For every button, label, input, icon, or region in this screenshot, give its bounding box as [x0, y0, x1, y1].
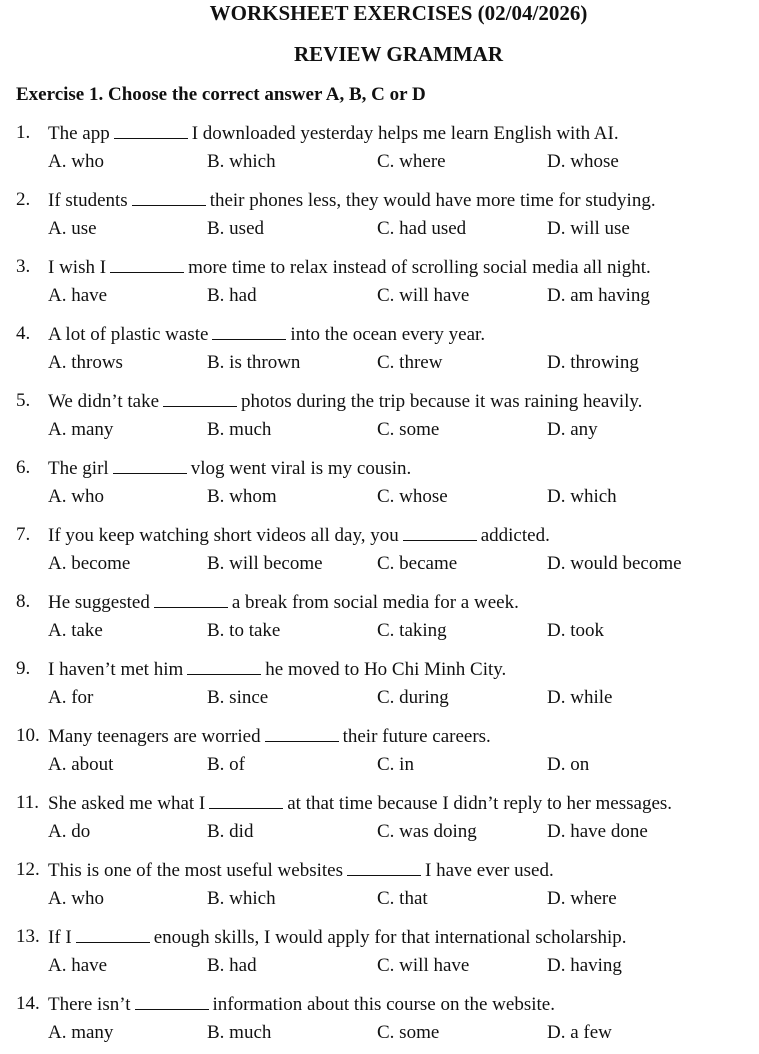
question-number: 2. [16, 189, 31, 210]
question-number: 6. [16, 457, 31, 478]
question-text [48, 121, 619, 146]
option-d: D. whose [547, 151, 619, 172]
question-text [48, 724, 491, 749]
option-a: A. who [48, 151, 104, 172]
option-d: D. where [547, 888, 617, 909]
answer-blank [132, 188, 206, 206]
option-d: D. a few [547, 1022, 612, 1043]
question-text-before-blank: Many teenagers are worried [48, 726, 261, 747]
option-d: D. would become [547, 553, 682, 574]
option-b: B. much [207, 1022, 272, 1043]
option-b: B. which [207, 888, 276, 909]
option-c: C. had used [377, 218, 467, 239]
question-item [0, 255, 759, 317]
option-d: D. am having [547, 285, 650, 306]
option-a: A. have [48, 285, 108, 306]
option-b: B. to take [207, 620, 281, 641]
option-a: A. about [48, 754, 114, 775]
question-text-after-blank: a break from social media for a week. [231, 592, 519, 613]
question-text-after-blank: I have ever used. [425, 860, 554, 881]
question-text [48, 523, 550, 548]
question-text-before-blank: He suggested [48, 592, 150, 613]
question-item [0, 925, 759, 987]
question-number: 8. [16, 591, 31, 612]
question-number: 13. [16, 926, 40, 947]
question-number: 10. [16, 725, 40, 746]
question-text-before-blank: This is one of the most useful websites [48, 860, 343, 881]
question-item [0, 523, 759, 585]
option-b: B. will become [207, 553, 323, 574]
option-b: B. had [207, 955, 257, 976]
option-b: B. much [207, 419, 272, 440]
answer-blank [403, 523, 477, 541]
question-text-after-blank: photos during the trip because it was raining heavily. [241, 391, 643, 412]
option-d: D. while [547, 687, 613, 708]
option-c: C. where [377, 151, 446, 172]
option-b: B. had [207, 285, 257, 306]
option-d: D. having [547, 955, 622, 976]
question-text [48, 590, 519, 615]
question-text-before-blank: I haven’t met him [48, 659, 184, 680]
option-a: A. become [48, 553, 131, 574]
question-number: 12. [16, 859, 40, 880]
question-text-before-blank: There isn’t [48, 994, 131, 1015]
option-c: C. that [377, 888, 428, 909]
question-text [48, 322, 485, 347]
option-b: B. used [207, 218, 264, 239]
option-a: A. many [48, 419, 114, 440]
question-text-before-blank: I wish I [48, 257, 107, 278]
answer-blank [113, 456, 187, 474]
option-a: A. who [48, 486, 104, 507]
answer-blank [114, 121, 188, 139]
question-text-before-blank: The girl [48, 458, 109, 479]
question-item [0, 188, 759, 250]
question-text-before-blank: If students [48, 190, 128, 211]
option-d: D. will use [547, 218, 630, 239]
answer-blank [110, 255, 184, 273]
option-a: A. take [48, 620, 103, 641]
question-number: 4. [16, 323, 31, 344]
question-item [0, 590, 759, 652]
option-a: A. throws [48, 352, 123, 373]
question-text [48, 925, 627, 950]
option-b: B. since [207, 687, 269, 708]
option-a: A. have [48, 955, 108, 976]
option-a: A. do [48, 821, 91, 842]
option-b: B. did [207, 821, 254, 842]
answer-blank [347, 858, 421, 876]
question-text-after-blank: at that time because I didn’t reply to her messages. [287, 793, 673, 814]
option-b: B. is thrown [207, 352, 301, 373]
answer-blank [163, 389, 237, 407]
question-item [0, 724, 759, 786]
question-text-before-blank: If you keep watching short videos all day, you [48, 525, 399, 546]
option-c: C. became [377, 553, 458, 574]
question-text [48, 992, 555, 1017]
question-text-after-blank: enough skills, I would apply for that international scholarship. [153, 927, 627, 948]
question-text [48, 657, 506, 682]
option-c: C. was doing [377, 821, 477, 842]
answer-blank [135, 992, 209, 1010]
question-item [0, 791, 759, 853]
answer-blank [265, 724, 339, 742]
question-text-after-blank: he moved to Ho Chi Minh City. [265, 659, 507, 680]
option-c: C. some [377, 1022, 440, 1043]
question-item [0, 858, 759, 920]
question-item [0, 121, 759, 183]
option-c: C. threw [377, 352, 443, 373]
option-a: A. use [48, 218, 97, 239]
question-text [48, 188, 656, 213]
option-c: C. will have [377, 955, 470, 976]
question-text-before-blank: If I [48, 927, 72, 948]
question-text-before-blank: She asked me what I [48, 793, 206, 814]
question-number: 1. [16, 122, 31, 143]
option-d: D. took [547, 620, 604, 641]
option-c: C. taking [377, 620, 447, 641]
question-number: 11. [16, 792, 40, 813]
option-d: D. any [547, 419, 598, 440]
option-b: B. which [207, 151, 276, 172]
option-a: A. who [48, 888, 104, 909]
worksheet-subtitle: REVIEW GRAMMAR [293, 42, 504, 66]
question-text-after-blank: into the ocean every year. [290, 324, 486, 345]
answer-blank [154, 590, 228, 608]
question-number: 14. [16, 993, 40, 1014]
question-text-after-blank: vlog went viral is my cousin. [190, 458, 412, 479]
option-c: C. whose [377, 486, 448, 507]
question-text [48, 255, 651, 280]
exercise-heading: Exercise 1. Choose the correct answer A, B, C or D [16, 84, 426, 105]
question-text [48, 858, 554, 883]
option-d: D. on [547, 754, 590, 775]
question-item [0, 657, 759, 719]
option-a: A. many [48, 1022, 114, 1043]
question-number: 3. [16, 256, 31, 277]
question-text [48, 456, 411, 481]
answer-blank [212, 322, 286, 340]
question-item [0, 456, 759, 518]
option-b: B. of [207, 754, 245, 775]
option-a: A. for [48, 687, 94, 708]
option-c: C. during [377, 687, 449, 708]
question-text-after-blank: their phones less, they would have more time for studying. [209, 190, 656, 211]
question-text-after-blank: information about this course on the website. [212, 994, 555, 1015]
question-text-before-blank: We didn’t take [48, 391, 160, 412]
question-text-before-blank: The app [48, 123, 110, 144]
option-d: D. throwing [547, 352, 639, 373]
option-d: D. which [547, 486, 617, 507]
question-text [48, 389, 642, 414]
question-number: 7. [16, 524, 31, 545]
option-b: B. whom [207, 486, 277, 507]
question-number: 9. [16, 658, 31, 679]
question-text-after-blank: I downloaded yesterday helps me learn English with AI. [191, 123, 619, 144]
answer-blank [209, 791, 283, 809]
question-text-after-blank: their future careers. [342, 726, 491, 747]
answer-blank [76, 925, 150, 943]
question-item [0, 992, 759, 1054]
option-d: D. have done [547, 821, 648, 842]
option-c: C. will have [377, 285, 470, 306]
answer-blank [187, 657, 261, 675]
question-item [0, 322, 759, 384]
question-number: 5. [16, 390, 31, 411]
question-text [48, 791, 672, 816]
question-text-after-blank: more time to relax instead of scrolling social media all night. [188, 257, 651, 278]
option-c: C. some [377, 419, 440, 440]
question-text-after-blank: addicted. [480, 525, 550, 546]
question-text-before-blank: A lot of plastic waste [48, 324, 209, 345]
option-c: C. in [377, 754, 414, 775]
question-item [0, 389, 759, 451]
worksheet-title: WORKSHEET EXERCISES (02/04/2026) [209, 1, 588, 25]
